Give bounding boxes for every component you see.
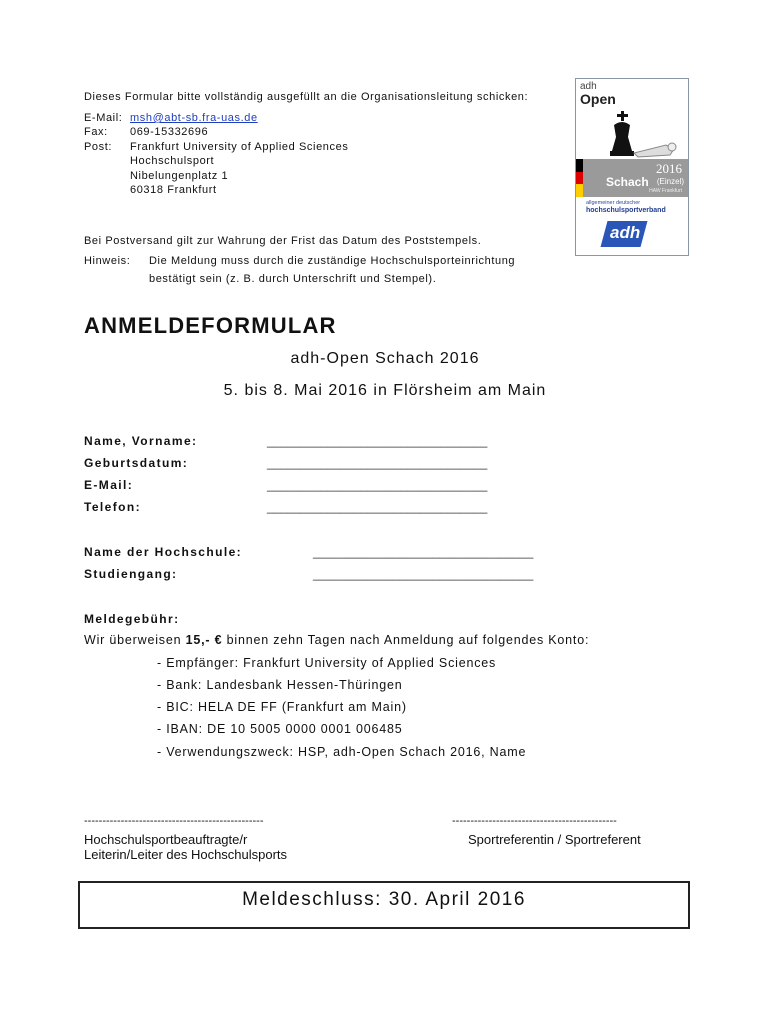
- post-line-1: Frankfurt University of Applied Sciences: [130, 141, 349, 153]
- signature-label-left-2: Leiterin/Leiter des Hochschulsports: [84, 847, 288, 862]
- fee-heading: Meldegebühr:: [84, 612, 180, 626]
- logo-verband-2: hochschulsportverband: [586, 207, 666, 214]
- deadline-text: Meldeschluss: 30. April 2016: [242, 889, 526, 910]
- post-label: Post:: [84, 141, 113, 153]
- fee-text-post: binnen zehn Tagen nach Anmeldung auf folgendes Konto:: [222, 633, 590, 647]
- page-title: ANMELDEFORMULAR: [84, 313, 337, 338]
- field-label-study: Studiengang:: [84, 567, 178, 581]
- signature-label-left-1: Hochschulsportbeauftragte/r: [84, 832, 248, 847]
- adh-mark-text: adh: [610, 223, 641, 242]
- logo-verband-1: allgemeiner deutscher: [586, 200, 641, 206]
- hint-line-2: bestätigt sein (z. B. durch Unterschrift und Stempel).: [149, 273, 437, 285]
- post-line-3: Nibelungenplatz 1: [130, 170, 229, 182]
- field-line-study[interactable]: _________________________________: [313, 567, 534, 581]
- field-label-name: Name, Vorname:: [84, 434, 198, 448]
- field-label-university: Name der Hochschule:: [84, 545, 243, 559]
- postal-note: Bei Postversand gilt zur Wahrung der Frist das Datum des Poststempels.: [84, 235, 482, 247]
- post-line-2: Hochschulsport: [130, 155, 215, 167]
- post-line-4: 60318 Frankfurt: [130, 184, 217, 196]
- fee-item-bank: - Bank: Landesbank Hessen-Thüringen: [157, 678, 403, 692]
- fee-text: [84, 633, 589, 647]
- logo-schach: Schach: [606, 175, 649, 189]
- intro-text: Dieses Formular bitte vollständig ausgefüllt an die Organisationsleitung schicken:: [84, 91, 529, 103]
- logo-host: HAW Frankfurt: [649, 188, 682, 194]
- fax-label: Fax:: [84, 126, 108, 138]
- email-link[interactable]: msh@abt-sb.fra-uas.de: [130, 112, 258, 124]
- hint-line-1: Die Meldung muss durch die zuständige Hochschulsporteinrichtung: [149, 255, 516, 267]
- chess-pieces-icon: [576, 107, 688, 159]
- flag-stripe-black: [576, 159, 583, 172]
- signature-line-left: -------------------------------------------------: [84, 815, 264, 827]
- fee-item-recipient: - Empfänger: Frankfurt University of Applied Sciences: [157, 656, 497, 670]
- hint-label: Hinweis:: [84, 255, 131, 267]
- event-date: 5. bis 8. Mai 2016 in Flörsheim am Main: [223, 382, 547, 399]
- fee-item-iban: - IBAN: DE 10 5005 0000 0001 006485: [157, 722, 403, 736]
- field-line-email[interactable]: _________________________________: [267, 478, 488, 492]
- fax-value: 069-15332696: [130, 126, 209, 138]
- fee-text-pre: Wir überweisen: [84, 633, 186, 647]
- logo-adh-text: adh: [580, 81, 597, 92]
- field-line-university[interactable]: _________________________________: [313, 545, 534, 559]
- fee-item-bic: - BIC: HELA DE FF (Frankfurt am Main): [157, 700, 407, 714]
- fee-item-purpose: - Verwendungszweck: HSP, adh-Open Schach 2016, Name: [157, 745, 527, 759]
- field-label-email: E-Mail:: [84, 478, 134, 492]
- flag-stripe-gold: [576, 184, 583, 197]
- signature-label-right: Sportreferentin / Sportreferent: [468, 832, 641, 847]
- field-line-phone[interactable]: _________________________________: [267, 500, 488, 514]
- field-line-birthdate[interactable]: _________________________________: [267, 456, 488, 470]
- logo-einzel: (Einzel): [656, 177, 684, 186]
- field-label-birthdate: Geburtsdatum:: [84, 456, 189, 470]
- flag-stripe-red: [576, 172, 583, 185]
- adh-open-logo: [575, 78, 689, 256]
- logo-open-text: Open: [580, 91, 616, 107]
- signature-line-right: ---------------------------------------------: [452, 815, 617, 827]
- logo-year: 2016: [656, 161, 682, 176]
- email-label: E-Mail:: [84, 112, 123, 124]
- field-label-phone: Telefon:: [84, 500, 141, 514]
- fee-amount: 15,- €: [185, 633, 223, 647]
- event-name: adh-Open Schach 2016: [290, 350, 480, 367]
- field-line-name[interactable]: _________________________________: [267, 434, 488, 448]
